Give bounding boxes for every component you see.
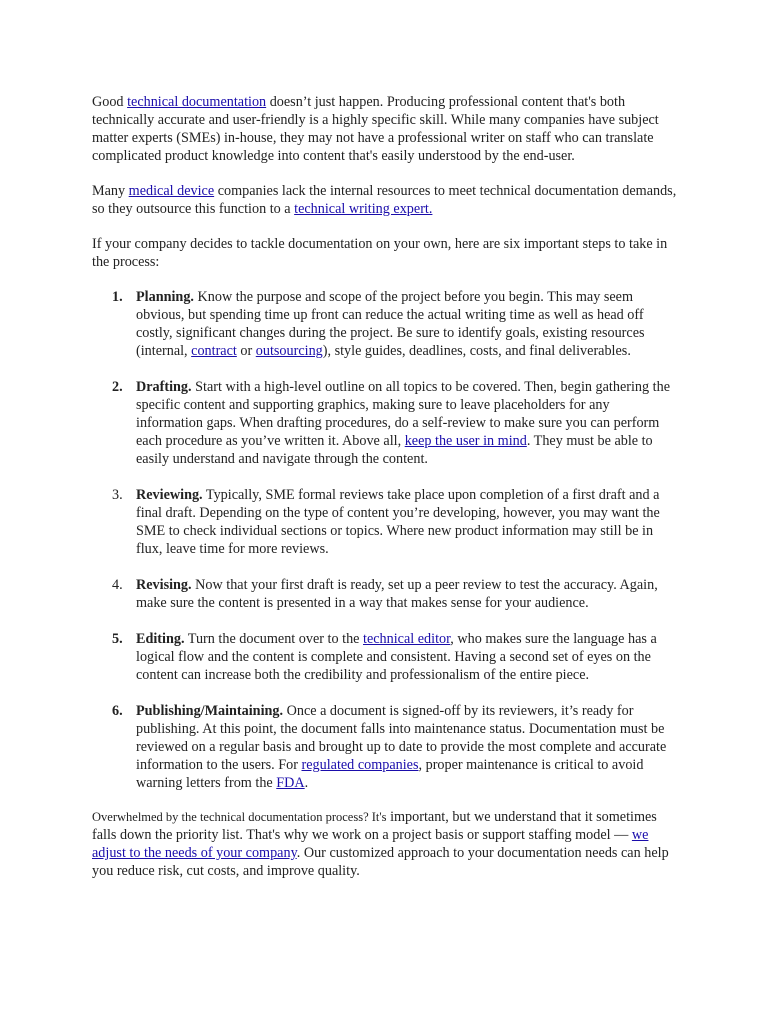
closing-paragraph [92, 808, 678, 880]
step-title: Drafting. [136, 379, 192, 395]
step-number: 2. [112, 379, 123, 395]
step-number: 4. [112, 577, 123, 593]
text: Know the purpose and scope of the project before you begin. This may seem obvious, but spending time up front can reduce the actual writing time as well as head off costly, significant changes during the project. Be sure to identify goals, existing resources (internal, [136, 289, 645, 359]
text: . Our customized approach to your documentation needs can help you reduce risk, cut costs, and improve quality. [92, 845, 669, 879]
step-title: Revising. [136, 577, 192, 593]
text: companies lack the internal resources to meet technical documentation demands, so they outsource this function to a [92, 183, 677, 217]
text: . They must be able to easily understand and navigate through the content. [136, 433, 653, 467]
step-revising [92, 576, 678, 612]
text: Good [92, 94, 128, 110]
text: Overwhelmed by the technical documentation process? It's [92, 810, 387, 824]
step-drafting [92, 378, 678, 468]
text: , proper maintenance is critical to avoid warning letters from the [136, 757, 644, 791]
technical-editor-link[interactable]: technical editor [363, 631, 451, 647]
keep-user-in-mind-link[interactable]: keep the user in mind [404, 433, 527, 449]
contract-link[interactable]: contract [191, 343, 237, 359]
step-title: Reviewing. [136, 487, 203, 503]
text: Many [92, 183, 129, 199]
intro-paragraph [92, 93, 678, 165]
medical-device-link[interactable]: medical device [128, 183, 215, 199]
step-publishing [92, 702, 678, 792]
text: Turn the document over to the [184, 631, 364, 647]
text: Now that your first draft is ready, set up a peer review to test the accuracy. Again, make sure the content is presented in a way that makes sense for your audience. [136, 577, 658, 611]
text: , who makes sure the language has a logical flow and the content is complete and consistent. Having a second set of eyes on the content can increase both the credibility and professionalism of the entire piece. [136, 631, 657, 683]
step-title: Planning. [136, 289, 194, 305]
regulated-companies-link[interactable]: regulated companies [301, 757, 419, 773]
text: or [236, 343, 256, 359]
step-number: 1. [112, 289, 123, 305]
step-title: Publishing/Maintaining. [136, 703, 284, 719]
step-title: Editing. [136, 631, 185, 647]
text: ), style guides, deadlines, costs, and final deliverables. [322, 343, 631, 359]
steps-list [92, 288, 678, 792]
outsourcing-link[interactable]: outsourcing [255, 343, 323, 359]
technical-documentation-link[interactable]: technical documentation [127, 94, 267, 110]
step-number: 6. [112, 703, 123, 719]
adjust-to-needs-link[interactable]: we adjust to the needs of your company [92, 827, 649, 861]
step-editing [92, 630, 678, 684]
fda-link[interactable]: FDA [276, 775, 305, 791]
text: Typically, SME formal reviews take place upon completion of a first draft and a final draft. Depending on the type of content you’re developing, however, you may want the SME to check individual sections or topics. Where new product information may still be in flux, leave time for more reviews. [136, 487, 660, 557]
step-planning [92, 288, 678, 360]
outsourcing-paragraph [92, 182, 678, 218]
step-number: 3. [112, 487, 123, 503]
steps-intro-paragraph: If your company decides to tackle documentation on your own, here are six important steps to take in the process: [92, 236, 668, 270]
technical-writing-expert-link[interactable]: technical writing expert. [294, 201, 433, 217]
text: important, but we understand that it sometimes falls down the priority list. That's why we work on a project basis or support staffing model — [92, 809, 657, 843]
text: Start with a high-level outline on all topics to be covered. Then, begin gathering the specific content and supporting graphics, making sure to leave placeholders for any information gaps. When drafting procedures, do a self-review to make sure you can perform each procedure as you’ve written it. Above all, [136, 379, 671, 449]
text: doesn’t just happen. Producing professional content that's both technically accurate and user-friendly is a highly specific skill. While many companies have subject matter experts (SMEs) in-house, they may not have a professional writer on staff who can translate complicated product knowledge into content that's easily understood by the end-user. [92, 94, 659, 164]
step-reviewing [92, 486, 678, 558]
text: Once a document is signed-off by its reviewers, it’s ready for publishing. At this point, the document falls into maintenance status. Documentation must be reviewed on a regular basis and brought up to date to provide the most complete and accurate information to the users. For [136, 703, 667, 773]
step-number: 5. [112, 631, 123, 647]
text: . [304, 775, 309, 791]
